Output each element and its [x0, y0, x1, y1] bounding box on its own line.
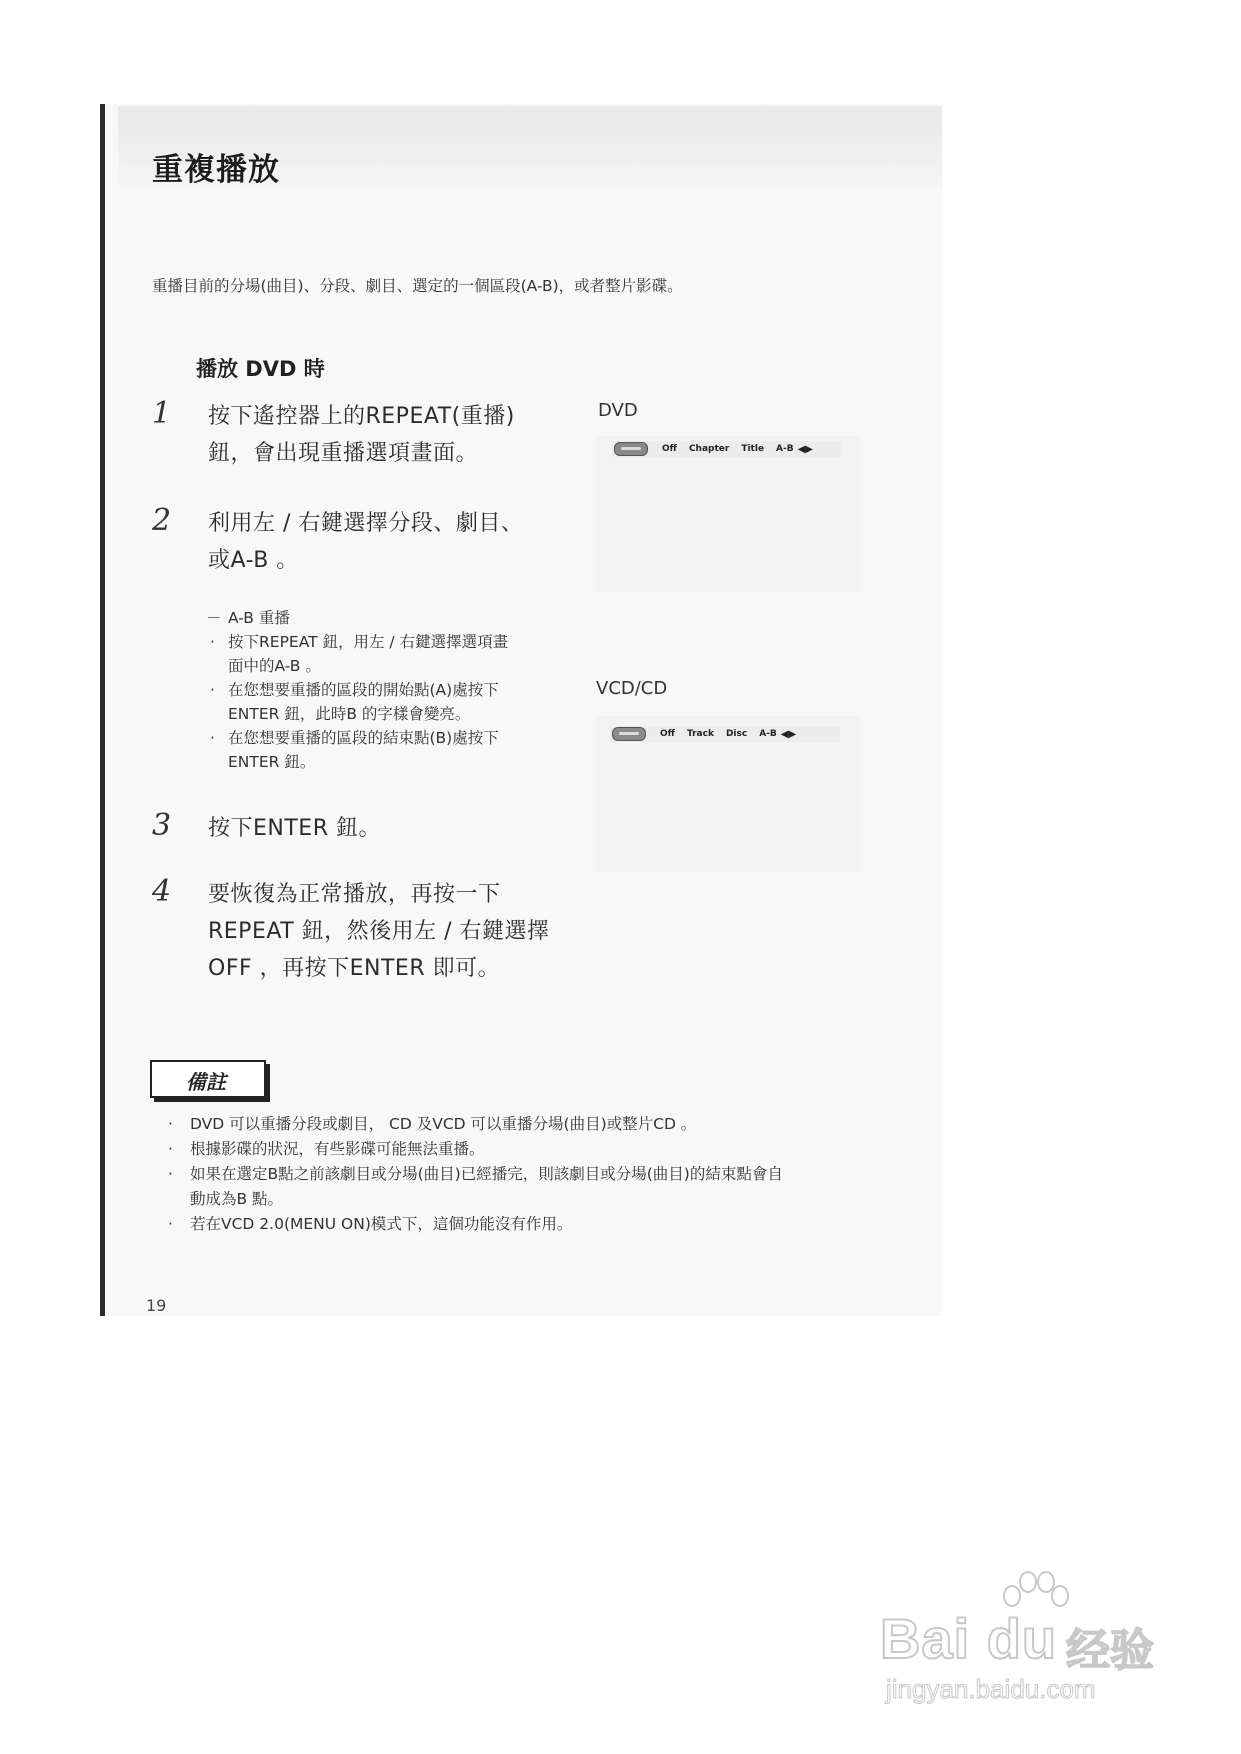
left-right-arrow-icon: ◀▶ — [797, 443, 813, 455]
watermark-url: jingyan.baidu.com — [886, 1674, 1096, 1704]
notes-list — [168, 1112, 888, 1237]
step-number: 4 — [152, 874, 172, 909]
note-item: · 如果在選定B點之前該劇目或分場(曲目)已經播完，則該劇目或分場(曲目)的結束點會自 動成為B 點。 — [168, 1165, 783, 1208]
step-text — [208, 398, 515, 472]
step-line: REPEAT 鈕，然後用左 / 右鍵選擇 — [208, 919, 550, 944]
step-number: 3 — [152, 808, 172, 843]
vcd-repeat-menu-bar — [610, 726, 840, 742]
repeat-icon — [612, 727, 646, 741]
notes-label-box — [150, 1060, 266, 1098]
osd-option-off: Off — [662, 444, 677, 454]
left-right-arrow-icon: ◀▶ — [780, 728, 797, 740]
page-spine-line — [100, 104, 105, 1316]
step-line: 或A-B 。 — [208, 548, 299, 573]
watermark-brand: Bai du — [880, 1607, 1058, 1670]
substep-item: · 在您想要重播的區段的結束點(B)處按下 ENTER 鈕。 — [210, 729, 499, 771]
dvd-repeat-menu-bar — [612, 441, 842, 457]
osd-option-ab: A-B — [776, 444, 794, 454]
step-line: 鈕，會出現重播選項畫面。 — [208, 441, 479, 466]
vcd-cd-label: VCD/CD — [596, 678, 668, 699]
step-number: 2 — [152, 503, 172, 538]
step-number: 1 — [152, 396, 172, 431]
step-line: 要恢復為正常播放，再按一下 — [208, 882, 501, 907]
page-number: 19 — [146, 1296, 167, 1312]
note-item: · 若在VCD 2.0(MENU ON)模式下，這個功能沒有作用。 — [168, 1215, 573, 1233]
osd-option-track: Track — [686, 729, 714, 739]
substep-item: · 按下REPEAT 鈕，用左 / 右鍵選擇選項畫 面中的A-B 。 — [210, 633, 509, 675]
step-line: 按下遙控器上的REPEAT(重播) — [208, 404, 515, 429]
step-line: OFF ，再按下ENTER 即可。 — [208, 956, 501, 981]
step-text — [208, 876, 550, 987]
notes-label: 備註 — [186, 1070, 226, 1094]
intro-text: 重播目前的分場(曲目)、分段、劇目、選定的一個區段(A-B)，或者整片影碟。 — [152, 277, 683, 295]
repeat-icon — [614, 442, 648, 456]
watermark-jingyan: 经验 — [1066, 1625, 1154, 1676]
osd-option-chapter: Chapter — [688, 444, 730, 454]
substep-heading: － A-B 重播 — [206, 609, 290, 627]
note-item: · DVD 可以重播分段或劇目， CD 及VCD 可以重播分場(曲目)或整片CD 。 — [168, 1115, 697, 1133]
osd-option-off: Off — [660, 729, 675, 739]
substep-item: · 在您想要重播的區段的開始點(A)處按下 ENTER 鈕，此時B 的字樣會變亮。 — [210, 681, 499, 723]
step-line: 利用左 / 右鍵選擇分段、劇目、 — [208, 511, 524, 536]
osd-option-ab: A-B — [759, 729, 777, 739]
baidu-jingyan-watermark — [870, 1570, 1200, 1720]
step-text — [208, 505, 523, 579]
ab-repeat-substeps — [206, 606, 566, 774]
section-heading: 播放 DVD 時 — [196, 357, 325, 381]
osd-option-disc: Disc — [725, 729, 748, 739]
step-line: 按下ENTER 鈕。 — [208, 816, 381, 841]
dvd-label: DVD — [598, 400, 638, 421]
note-item: · 根據影碟的狀況，有些影碟可能無法重播。 — [168, 1140, 485, 1158]
osd-option-title: Title — [741, 444, 765, 454]
dvd-osd-screen — [596, 436, 860, 592]
step-text — [208, 810, 381, 847]
page-title: 重複播放 — [152, 152, 280, 188]
